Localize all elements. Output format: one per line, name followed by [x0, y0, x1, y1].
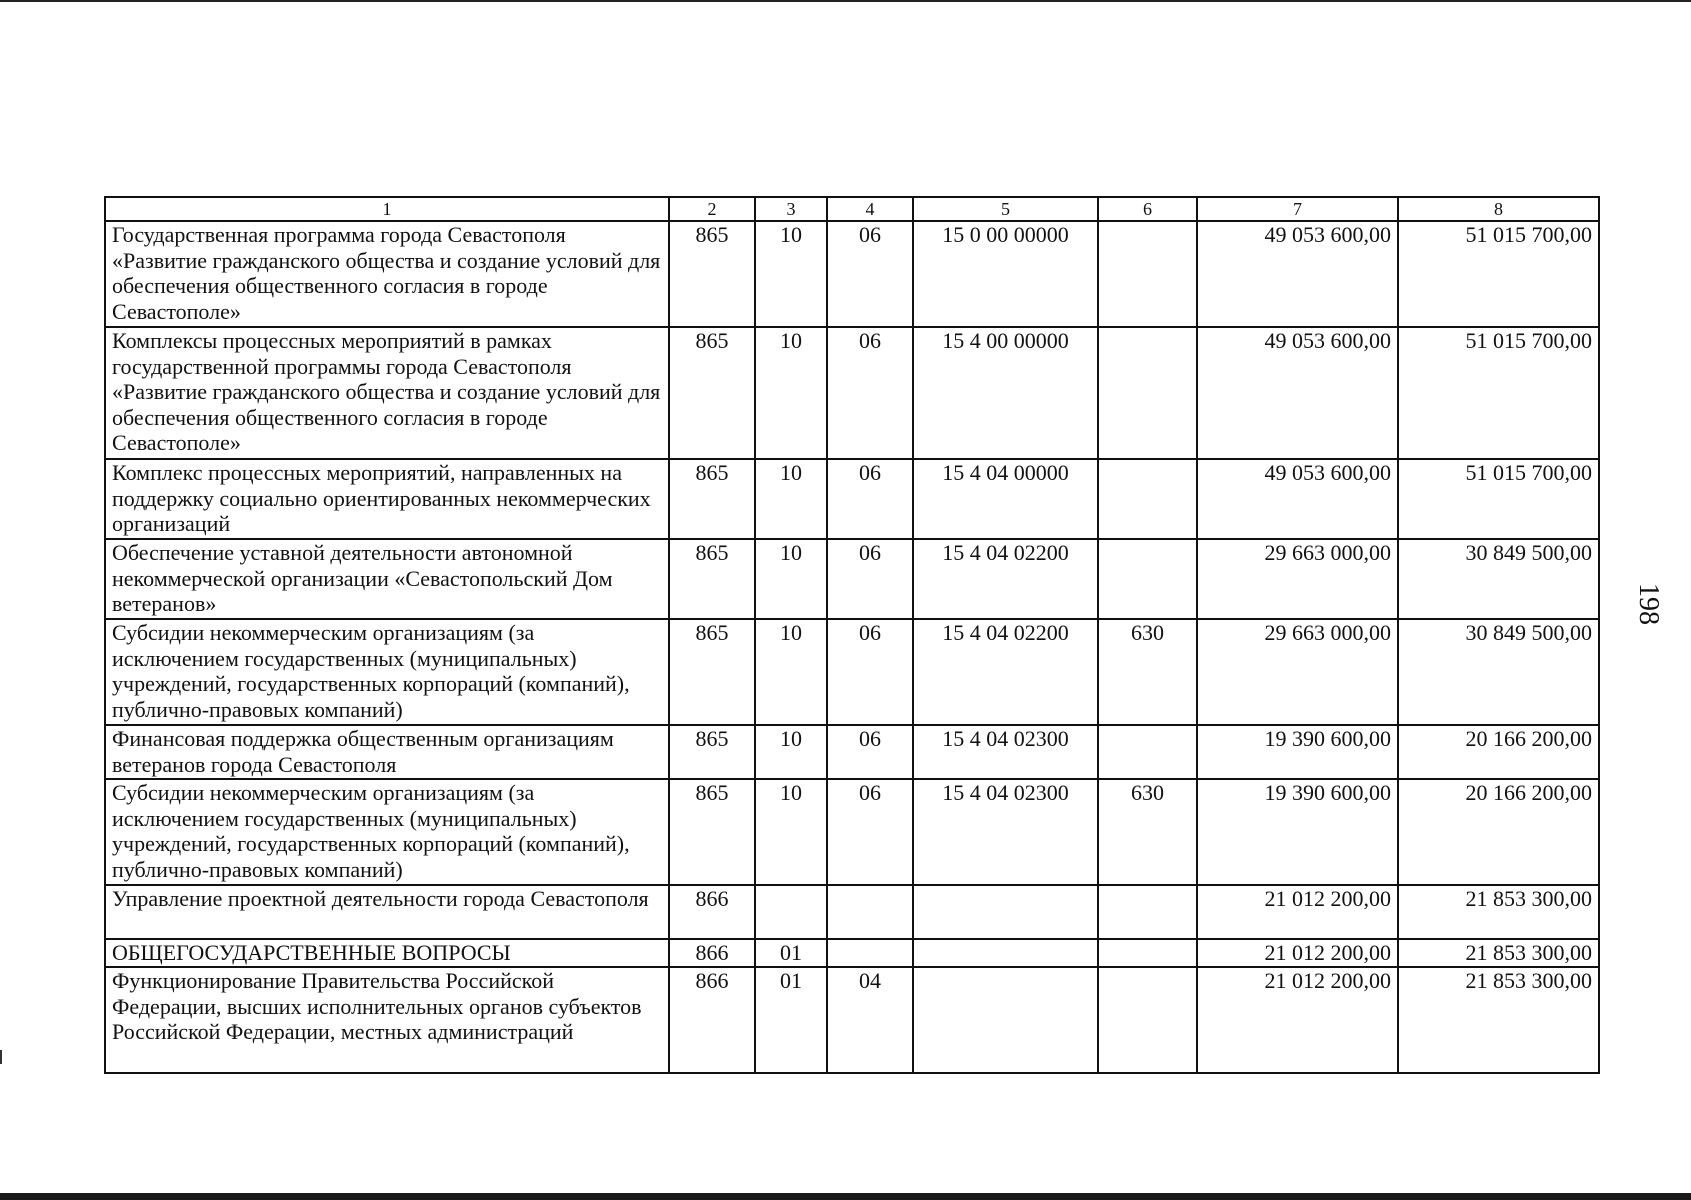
- cell-ministry-code: 865: [669, 221, 755, 327]
- cell-amount-7: 29 663 000,00: [1197, 539, 1398, 619]
- cell-amount-8: 21 853 300,00: [1398, 967, 1599, 1073]
- column-header: 5: [913, 197, 1098, 221]
- table-row: [105, 619, 1599, 725]
- cell-amount-8: 51 015 700,00: [1398, 221, 1599, 327]
- cell-expense-type: [1098, 539, 1197, 619]
- cell-amount-8: 20 166 200,00: [1398, 779, 1599, 885]
- column-header: 7: [1197, 197, 1398, 221]
- cell-expense-type: [1098, 459, 1197, 539]
- cell-section: 10: [755, 619, 827, 725]
- cell-ministry-code: 865: [669, 779, 755, 885]
- cell-target-code: 15 4 04 00000: [913, 459, 1098, 539]
- cell-ministry-code: 866: [669, 967, 755, 1073]
- cell-amount-8: 51 015 700,00: [1398, 459, 1599, 539]
- cell-section: 10: [755, 459, 827, 539]
- table-row: [105, 779, 1599, 885]
- row-name: Управление проектной деятельности города Севастополя: [105, 885, 669, 939]
- page-number: 198: [1633, 583, 1664, 625]
- cell-amount-8: 30 849 500,00: [1398, 539, 1599, 619]
- cell-ministry-code: 865: [669, 725, 755, 779]
- cell-amount-7: 29 663 000,00: [1197, 619, 1398, 725]
- row-name: Субсидии некоммерческим организациям (за исключением государственных (муниципальных) учреждений, государственных корпораций (компаний), публично-правовых компаний): [105, 619, 669, 725]
- scan-border-top: [0, 0, 1691, 2]
- cell-amount-8: 30 849 500,00: [1398, 619, 1599, 725]
- cell-subsection: 06: [827, 725, 913, 779]
- cell-amount-7: 21 012 200,00: [1197, 885, 1398, 939]
- table-row: [105, 939, 1599, 967]
- cell-amount-8: 21 853 300,00: [1398, 939, 1599, 967]
- cell-amount-7: 19 390 600,00: [1197, 725, 1398, 779]
- cell-section: 01: [755, 967, 827, 1073]
- budget-table: [104, 196, 1600, 1074]
- cell-amount-7: 21 012 200,00: [1197, 939, 1398, 967]
- cell-expense-type: [1098, 725, 1197, 779]
- table-row: [105, 725, 1599, 779]
- table-row: [105, 967, 1599, 1073]
- cell-subsection: 06: [827, 459, 913, 539]
- cell-ministry-code: 866: [669, 939, 755, 967]
- table-header-row: [105, 197, 1599, 221]
- table-row: [105, 327, 1599, 459]
- row-name: Комплексы процессных мероприятий в рамках государственной программы города Севастополя «Развитие гражданского общества и создание условий для обеспечения общественного согласия в городе Севастополе»: [105, 327, 669, 459]
- cell-subsection: 06: [827, 221, 913, 327]
- cell-expense-type: 630: [1098, 619, 1197, 725]
- cell-ministry-code: 865: [669, 539, 755, 619]
- cell-amount-7: 21 012 200,00: [1197, 967, 1398, 1073]
- cell-section: [755, 885, 827, 939]
- cell-expense-type: 630: [1098, 779, 1197, 885]
- column-header: 2: [669, 197, 755, 221]
- cell-target-code: 15 4 04 02200: [913, 619, 1098, 725]
- cell-subsection: [827, 885, 913, 939]
- cell-section: 10: [755, 221, 827, 327]
- cell-subsection: 04: [827, 967, 913, 1073]
- cell-amount-7: 19 390 600,00: [1197, 779, 1398, 885]
- cell-expense-type: [1098, 885, 1197, 939]
- scan-edge-mark: [0, 1050, 2, 1064]
- cell-target-code: 15 0 00 00000: [913, 221, 1098, 327]
- row-name: ОБЩЕГОСУДАРСТВЕННЫЕ ВОПРОСЫ: [105, 939, 669, 967]
- row-name: Государственная программа города Севастополя «Развитие гражданского общества и создание условий для обеспечения общественного согласия в городе Севастополе»: [105, 221, 669, 327]
- row-name: Обеспечение уставной деятельности автономной некоммерческой организации «Севастопольский Дом ветеранов»: [105, 539, 669, 619]
- column-header: 6: [1098, 197, 1197, 221]
- cell-target-code: 15 4 04 02300: [913, 725, 1098, 779]
- row-name: Субсидии некоммерческим организациям (за исключением государственных (муниципальных) учреждений, государственных корпораций (компаний), публично-правовых компаний): [105, 779, 669, 885]
- cell-amount-7: 49 053 600,00: [1197, 221, 1398, 327]
- cell-amount-7: 49 053 600,00: [1197, 459, 1398, 539]
- cell-amount-8: 51 015 700,00: [1398, 327, 1599, 459]
- row-name: Функционирование Правительства Российской Федерации, высших исполнительных органов субъектов Российской Федерации, местных администраций: [105, 967, 669, 1073]
- cell-subsection: 06: [827, 619, 913, 725]
- cell-amount-7: 49 053 600,00: [1197, 327, 1398, 459]
- column-header: 1: [105, 197, 669, 221]
- cell-ministry-code: 865: [669, 619, 755, 725]
- cell-expense-type: [1098, 221, 1197, 327]
- cell-target-code: 15 4 04 02300: [913, 779, 1098, 885]
- scan-border-bottom: [0, 1193, 1691, 1200]
- cell-expense-type: [1098, 327, 1197, 459]
- table-row: [105, 221, 1599, 327]
- cell-target-code: [913, 939, 1098, 967]
- cell-subsection: [827, 939, 913, 967]
- cell-target-code: [913, 885, 1098, 939]
- cell-target-code: [913, 967, 1098, 1073]
- cell-subsection: 06: [827, 327, 913, 459]
- cell-amount-8: 20 166 200,00: [1398, 725, 1599, 779]
- table-row: [105, 459, 1599, 539]
- cell-expense-type: [1098, 939, 1197, 967]
- column-header: 8: [1398, 197, 1599, 221]
- cell-subsection: 06: [827, 539, 913, 619]
- cell-section: 10: [755, 539, 827, 619]
- cell-ministry-code: 865: [669, 327, 755, 459]
- cell-section: 01: [755, 939, 827, 967]
- table-row: [105, 539, 1599, 619]
- table-row: [105, 885, 1599, 939]
- cell-target-code: 15 4 00 00000: [913, 327, 1098, 459]
- cell-section: 10: [755, 725, 827, 779]
- cell-section: 10: [755, 327, 827, 459]
- row-name: Финансовая поддержка общественным организациям ветеранов города Севастополя: [105, 725, 669, 779]
- row-name: Комплекс процессных мероприятий, направленных на поддержку социально ориентированных некоммерческих организаций: [105, 459, 669, 539]
- cell-ministry-code: 866: [669, 885, 755, 939]
- cell-amount-8: 21 853 300,00: [1398, 885, 1599, 939]
- cell-expense-type: [1098, 967, 1197, 1073]
- column-header: 4: [827, 197, 913, 221]
- cell-section: 10: [755, 779, 827, 885]
- cell-subsection: 06: [827, 779, 913, 885]
- cell-ministry-code: 865: [669, 459, 755, 539]
- cell-target-code: 15 4 04 02200: [913, 539, 1098, 619]
- column-header: 3: [755, 197, 827, 221]
